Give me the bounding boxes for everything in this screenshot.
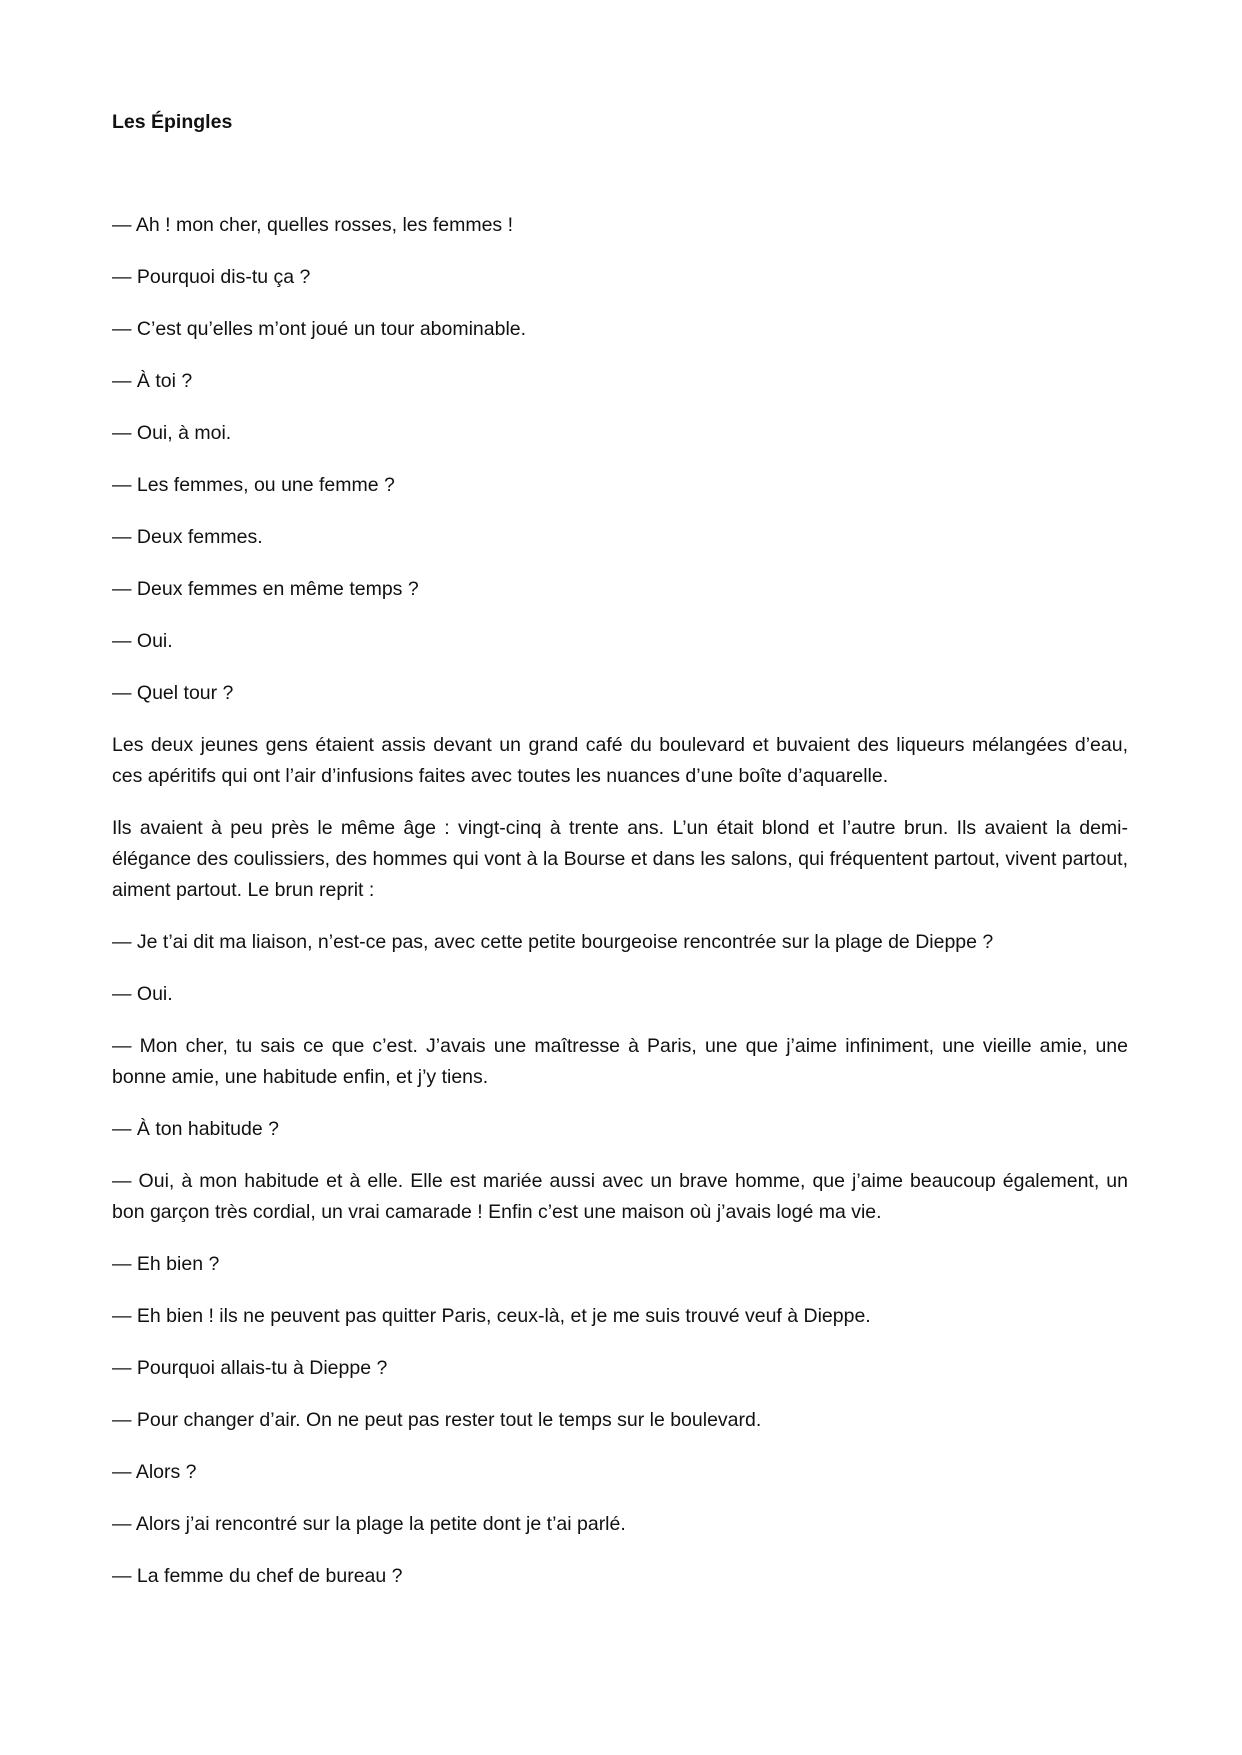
- document-body: [112, 108, 1128, 1613]
- paragraph: — Mon cher, tu sais ce que c’est. J’avais une maîtresse à Paris, une que j’aime infiniment, une vieille amie, une bonne amie, une habitude enfin, et j’y tiens.: [112, 1035, 1128, 1088]
- document-title: Les Épingles: [112, 111, 233, 133]
- paragraph: — Oui, à moi.: [112, 422, 232, 444]
- paragraph: — Deux femmes en même temps ?: [112, 578, 419, 600]
- paragraph: Ils avaient à peu près le même âge : vingt-cinq à trente ans. L’un était blond et l’autre brun. Ils avaient la demi-élégance des coulissiers, des hommes qui vont à la Bourse et dans les salons, qui fréquentent partout, vivent partout, aiment partout. Le brun reprit :: [112, 817, 1128, 901]
- paragraph: — Deux femmes.: [112, 526, 263, 548]
- paragraph: — C’est qu’elles m’ont joué un tour abominable.: [112, 318, 527, 340]
- paragraph: — Je t’ai dit ma liaison, n’est-ce pas, avec cette petite bourgeoise rencontrée sur la plage de Dieppe ?: [112, 931, 994, 953]
- paragraph: — Oui.: [112, 630, 173, 652]
- paragraph: — Pourquoi dis-tu ça ?: [112, 266, 311, 288]
- paragraph: — Eh bien ! ils ne peuvent pas quitter Paris, ceux-là, et je me suis trouvé veuf à Dieppe.: [112, 1305, 871, 1327]
- paragraph: — Oui, à mon habitude et à elle. Elle est mariée aussi avec un brave homme, que j’aime beaucoup également, un bon garçon très cordial, un vrai camarade ! Enfin c’est une maison où j’avais logé ma vie.: [112, 1170, 1128, 1223]
- paragraph: — À toi ?: [112, 370, 193, 392]
- paragraph: — Oui.: [112, 983, 173, 1005]
- paragraph: — Alors ?: [112, 1461, 197, 1483]
- paragraph: — Eh bien ?: [112, 1253, 220, 1275]
- paragraph: — À ton habitude ?: [112, 1118, 279, 1140]
- paragraph: — Alors j’ai rencontré sur la plage la petite dont je t’ai parlé.: [112, 1513, 626, 1535]
- paragraph: — Les femmes, ou une femme ?: [112, 474, 395, 496]
- paragraph: — Pourquoi allais-tu à Dieppe ?: [112, 1357, 388, 1379]
- paragraph: — Pour changer d’air. On ne peut pas rester tout le temps sur le boulevard.: [112, 1409, 762, 1431]
- paragraph: — Ah ! mon cher, quelles rosses, les femmes !: [112, 214, 513, 236]
- paragraph: — Quel tour ?: [112, 682, 234, 704]
- paragraph: Les deux jeunes gens étaient assis devant un grand café du boulevard et buvaient des liqueurs mélangées d’eau, ces apéritifs qui ont l’air d’infusions faites avec toutes les nuances d’une boîte d’aquarelle.: [112, 734, 1128, 787]
- paragraph: — La femme du chef de bureau ?: [112, 1565, 403, 1587]
